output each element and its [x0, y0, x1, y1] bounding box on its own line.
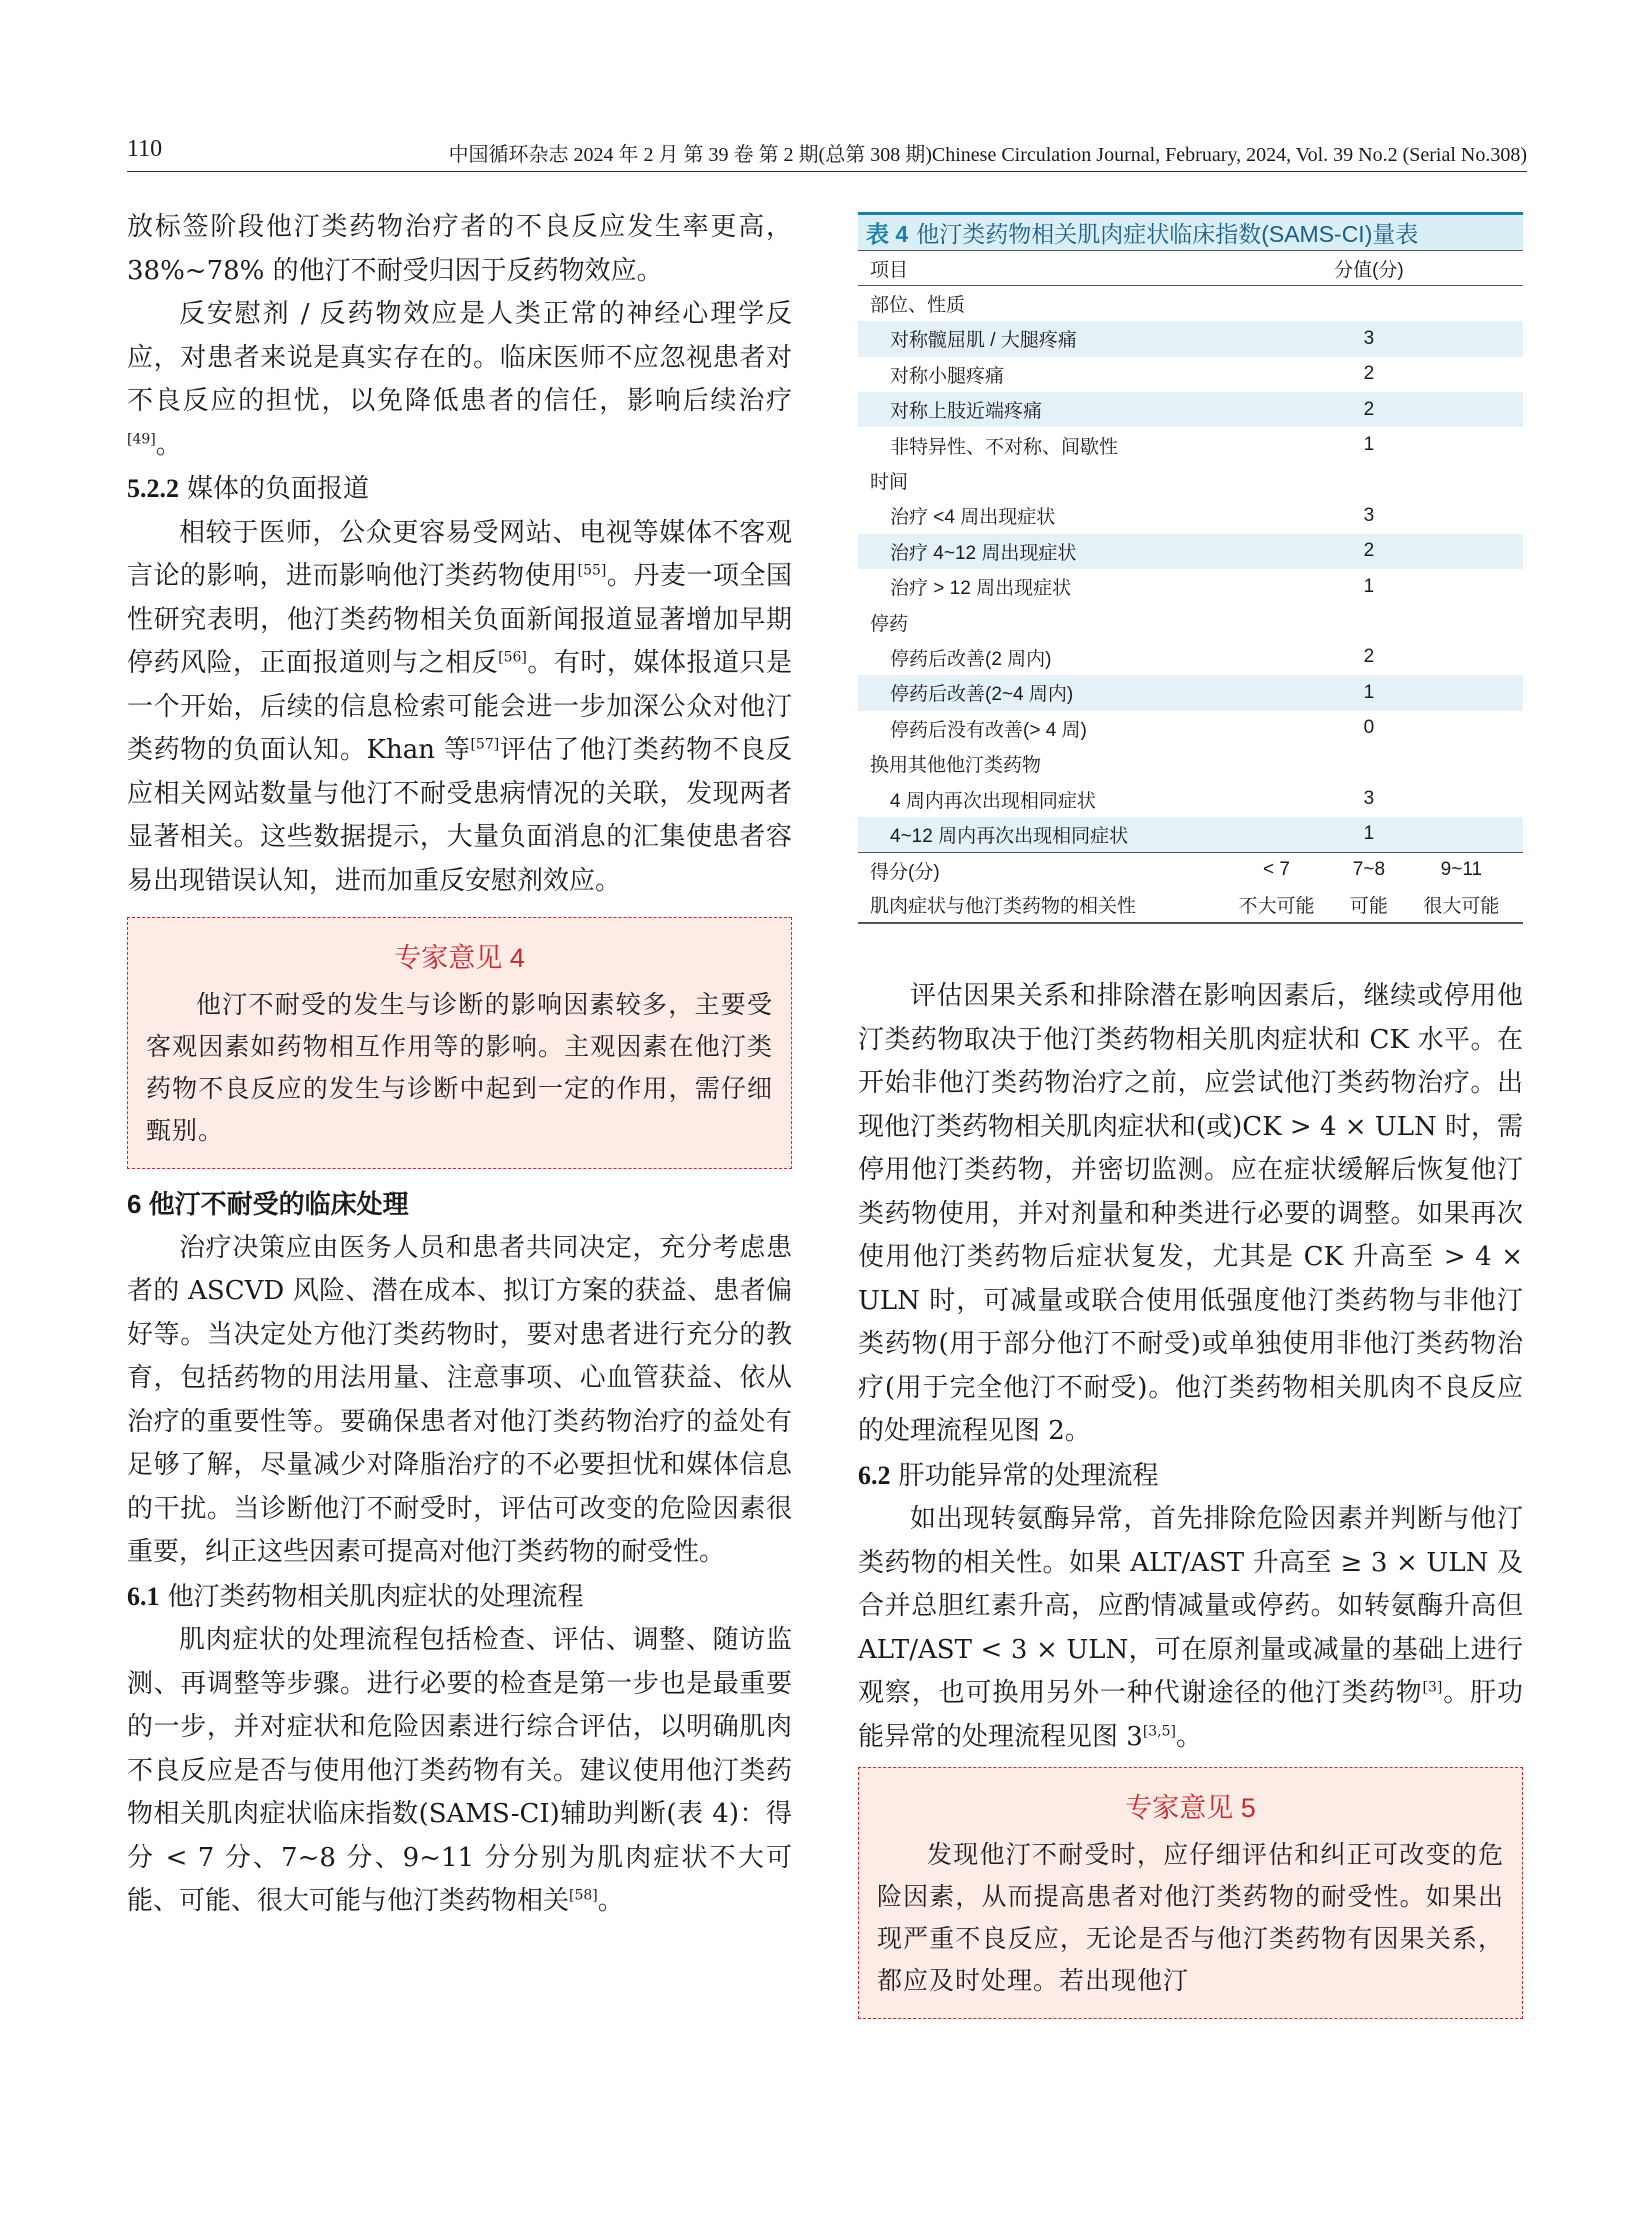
table-category-row [858, 746, 1523, 781]
table-cell-score: 3 [1215, 321, 1523, 356]
table-row [858, 781, 1523, 816]
table-cell-score [1215, 746, 1523, 781]
table-number: 表 4 [866, 221, 909, 247]
table-cell-score: 3 [1363, 788, 1375, 810]
table-relation-row [858, 888, 1523, 923]
table-total-row [858, 852, 1523, 887]
table-cell-item: 停药后改善(2 周内) [890, 648, 1052, 670]
table-row [858, 392, 1523, 427]
table-cell-item: 停药后没有改善(> 4 周) [890, 719, 1087, 741]
table-category-row [858, 286, 1523, 321]
table-category-row [858, 604, 1523, 639]
table-cell-item: 治疗 4~12 周出现症状 [858, 534, 1215, 569]
citation-ref: [56] [498, 649, 527, 666]
citation-ref: [3,5] [1142, 1722, 1177, 1739]
table-cell-item: 治疗 <4 周出现症状 [890, 507, 1056, 529]
table-row [858, 711, 1523, 746]
total-label: 得分(分) [870, 861, 940, 883]
table-cell-item: 4 周内再次出现相同症状 [890, 790, 1096, 812]
table-cell-item: 非特异性、不对称、间歇性 [890, 436, 1119, 458]
table-cell-item: 时间 [870, 472, 909, 494]
total-value: 9~11 [1440, 859, 1483, 881]
table-row [858, 817, 1523, 852]
table-row [858, 357, 1523, 392]
paragraph-liver-function: 如出现转氨酶异常，首先排除危险因素并判断与他汀类药物的相关性。如果 ALT/AST 升高至 ≥ 3 × ULN 及合并总胆红素升高，应酌情减量或停药。如转氨酶升高但 ALT/AST < 3 × ULN，可在原剂量或减量的基础上进行观察，也可换用另外一种代谢途径的他汀类药物[3]。肝功能异常的处理流程见图 3[3,5]。 [858, 1504, 1523, 1752]
left-column [127, 206, 792, 1924]
table-cell-item: 对称小腿疼痛 [890, 365, 1005, 387]
citation-ref: [57] [470, 736, 500, 753]
expert-opinion-title: 专家意见 5 [1125, 1793, 1256, 1823]
citation-ref: [58] [569, 1887, 598, 1904]
table-cell-item: 停药后改善(2~4 周内) [858, 675, 1215, 710]
table-cell-score: 2 [1363, 363, 1375, 385]
expert-opinion-text: 发现他汀不耐受时，应仔细评估和纠正可改变的危险因素，从而提高患者对他汀类药物的耐受性。如果出现严重不良反应，无论是否与他汀类药物有因果关系，都应及时处理。若出现他汀 [877, 1840, 1504, 1995]
sams-ci-table [858, 250, 1523, 924]
citation-ref: [3] [1422, 1679, 1443, 1696]
table-row [858, 321, 1523, 356]
section-heading-6-2: 6.2 肝功能异常的处理流程 [858, 1460, 1159, 1491]
table-cell-item: 4~12 周内再次出现相同症状 [858, 817, 1215, 852]
paragraph-muscle-symptoms: 肌肉症状的处理流程包括检查、评估、调整、随访监测、再调整等步骤。进行必要的检查是第一步也是最重要的一步，并对症状和危险因素进行综合评估，以明确肌肉不良反应是否与使用他汀类药物有关。建议使用他汀类药物相关肌肉症状临床指数(SAMS-CI)辅助判断(表 4)：得分 < 7 分、7~8 分、9~11 分分别为肌肉症状不大可能、可能、很大可能与他汀类药物相关[58]。 [127, 1625, 792, 1916]
section-heading-6-1: 6.1 他汀类药物相关肌肉症状的处理流程 [127, 1581, 584, 1612]
column-header-score: 分值(分) [1334, 259, 1404, 281]
table-row [858, 640, 1523, 675]
section-heading-5-2-2: 5.2.2 媒体的负面报道 [127, 474, 370, 504]
relation-value: 不大可能 [1238, 896, 1315, 918]
paragraph-media: 相较于医师，公众更容易受网站、电视等媒体不客观言论的影响，进而影响他汀类药物使用[55]。丹麦一项全国性研究表明，他汀类药物相关负面新闻报道显著增加早期停药风险，正面报道则与之相反[56]。有时，媒体报道只是一个开始，后续的信息检索可能会进一步加深公众对他汀类药物的负面认知。Khan 等[57]评估了他汀类药物不良反应相关网站数量与他汀不耐受患病情况的关联，发现两者显著相关。这些数据提示，大量负面消息的汇集使患者容易出现错误认知，进而加重反安慰剂效应。 [127, 517, 792, 896]
total-value: 7~8 [1352, 859, 1386, 881]
expert-opinion-box-4 [127, 917, 792, 1169]
table-cell-score: 0 [1363, 717, 1375, 739]
table-cell-item: 对称髋屈肌 / 大腿疼痛 [858, 321, 1215, 356]
relation-label: 肌肉症状与他汀类药物的相关性 [870, 896, 1137, 918]
table-cell-score: 1 [1363, 434, 1375, 456]
paragraph-anti-placebo: 反安慰剂 / 反药物效应是人类正常的神经心理学反应，对患者来说是真实存在的。临床医师不应忽视患者对不良反应的担忧，以免降低患者的信任，影响后续治疗[49]。 [127, 299, 792, 460]
citation-ref: [55] [577, 562, 607, 579]
expert-opinion-title: 专家意见 4 [394, 943, 525, 973]
table-cell-score: 2 [1215, 534, 1523, 569]
page-number: 110 [127, 136, 163, 162]
paragraph-causality: 评估因果关系和排除潜在影响因素后，继续或停用他汀类药物取决于他汀类药物相关肌肉症状和 CK 水平。在开始非他汀类药物治疗之前，应尝试他汀类药物治疗。出现他汀类药物相关肌肉症状和(或)CK > 4 × ULN 时，需停用他汀类药物，并密切监测。应在症状缓解后恢复他汀类药物使用，并对剂量和种类进行必要的调整。如果再次使用他汀类药物后症状复发，尤其是 CK 升高至 > 4 × ULN 时，可减量或联合使用低强度他汀类药物与非他汀类药物(用于部分他汀不耐受)或单独使用非他汀类药物治疗(用于完全他汀不耐受)。他汀类药物相关肌肉不良反应的处理流程见图 2。 [858, 981, 1523, 1446]
table-row [858, 569, 1523, 604]
table-4-sams-ci [858, 212, 1523, 924]
table-row [858, 534, 1523, 569]
relation-value: 很大可能 [1423, 896, 1500, 918]
paragraph-clinical-decision: 治疗决策应由医务人员和患者共同决定，充分考虑患者的 ASCVD 风险、潜在成本、拟订方案的获益、患者偏好等。当决定处方他汀类药物时，要对患者进行充分的教育，包括药物的用法用量、注意事项、心血管获益、依从治疗的重要性等。要确保患者对他汀类药物治疗的益处有足够了解，尽量减少对降脂治疗的不必要担忧和媒体信息的干扰。当诊断他汀不耐受时，评估可改变的危险因素很重要，纠正这些因素可提高对他汀类药物的耐受性。 [127, 1232, 792, 1567]
citation-ref: [49] [127, 430, 156, 447]
table-header-row [858, 251, 1523, 286]
expert-opinion-box-5 [858, 1767, 1523, 2019]
journal-citation-line: 中国循环杂志 2024 年 2 月 第 39 卷 第 2 期(总第 308 期)Chinese Circulation Journal, February, 2024, Vol. 39 No.2 (Serial No.308) [448, 144, 1527, 166]
table-body [858, 286, 1523, 852]
expert-opinion-text: 他汀不耐受的发生与诊断的影响因素较多，主要受客观因素如药物相互作用等的影响。主观因素在他汀类药物不良反应的发生与诊断中起到一定的作用，需仔细甄别。 [146, 990, 773, 1145]
table-cell-item: 治疗 > 12 周出现症状 [890, 578, 1072, 600]
table-cell-item: 对称上肢近端疼痛 [858, 392, 1215, 427]
table-cell-score [1215, 286, 1523, 321]
paragraph-continued: 放标签阶段他汀类药物治疗者的不良反应发生率更高，38%~78% 的他汀不耐受归因于反药物效应。 [127, 212, 792, 286]
table-cell-score: 3 [1363, 504, 1375, 526]
total-value: < 7 [1263, 859, 1290, 881]
page-header [127, 136, 1527, 172]
relation-value: 可能 [1349, 896, 1388, 918]
table-cell-item: 换用其他他汀类药物 [870, 755, 1042, 777]
table-title: 表 4 他汀类药物相关肌肉症状临床指数(SAMS-CI)量表 [858, 212, 1523, 250]
section-heading-6: 6 他汀不耐受的临床处理 [127, 1189, 409, 1219]
table-cell-score: 1 [1215, 675, 1523, 710]
table-cell-item: 停药 [870, 613, 909, 635]
right-column [858, 975, 1523, 2033]
table-row [858, 427, 1523, 462]
table-row [858, 675, 1523, 710]
table-cell-score: 2 [1215, 392, 1523, 427]
column-header-item: 项目 [870, 259, 909, 281]
table-cell-score [1215, 604, 1523, 639]
table-cell-score: 1 [1363, 575, 1375, 597]
table-row [858, 498, 1523, 533]
table-cell-item: 部位、性质 [870, 295, 966, 317]
table-cell-score [1215, 463, 1523, 498]
table-cell-score: 2 [1363, 646, 1375, 668]
table-category-row [858, 463, 1523, 498]
table-cell-score: 1 [1215, 817, 1523, 852]
